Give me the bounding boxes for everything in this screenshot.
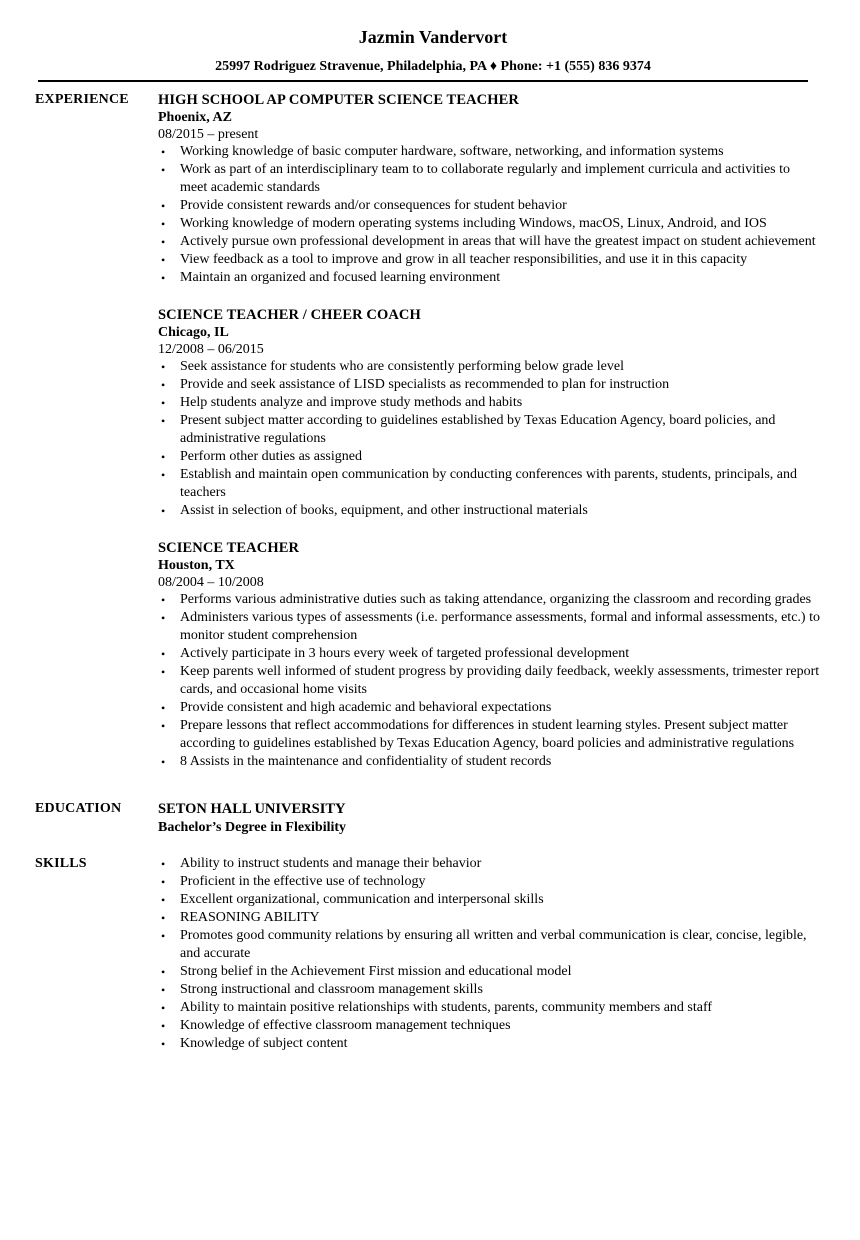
candidate-name: Jazmin Vandervort: [358, 27, 508, 47]
list-item: [158, 233, 820, 251]
list-item-text: View feedback as a tool to improve and grow in all teacher responsibilities, and use it in this capacity: [180, 252, 748, 267]
bullet-icon: •: [161, 965, 166, 979]
bullet-icon: •: [161, 755, 166, 769]
list-item: [158, 376, 820, 394]
education-degree: Bachelor’s Degree in Flexibility: [158, 820, 347, 835]
list-item-text: Help students analyze and improve study methods and habits: [180, 395, 523, 410]
bullet-icon: •: [161, 611, 166, 625]
list-item: [158, 753, 820, 771]
list-item-text: Excellent organizational, communication and interpersonal skills: [180, 892, 544, 907]
bullet-icon: •: [161, 199, 166, 213]
list-item-text: Perform other duties as assigned: [180, 449, 362, 464]
list-item-text: Knowledge of effective classroom management techniques: [180, 1018, 511, 1033]
bullet-icon: •: [161, 1001, 166, 1015]
bullet-icon: •: [161, 271, 166, 285]
bullet-icon: •: [161, 163, 166, 177]
bullet-icon: •: [161, 875, 166, 889]
bullet-icon: •: [161, 378, 166, 392]
list-item-text: Present subject matter according to guidelines established by Texas Education Agency, board policies, and administrative regulations: [180, 413, 776, 446]
job-dates: 08/2015 – present: [158, 127, 259, 142]
list-item-text: Administers various types of assessments (i.e. performance assessments, formal and informal assessments, etc.) to monitor student comprehension: [180, 610, 820, 643]
list-item: [158, 717, 820, 753]
job-entry: [158, 306, 820, 520]
job-location: Houston, TX: [158, 558, 235, 573]
experience-label: EXPERIENCE: [35, 92, 129, 107]
list-item-text: Working knowledge of modern operating systems including Windows, macOS, Linux, Android, and IOS: [180, 216, 767, 231]
bullet-icon: •: [161, 504, 166, 518]
bullet-icon: •: [161, 145, 166, 159]
list-item: [158, 1035, 820, 1053]
bullet-icon: •: [161, 360, 166, 374]
skills-list: [158, 855, 820, 1053]
list-item: [158, 963, 820, 981]
bullet-icon: •: [161, 665, 166, 679]
bullet-icon: •: [161, 450, 166, 464]
list-item-text: Provide consistent rewards and/or consequences for student behavior: [180, 198, 567, 213]
list-item: [158, 855, 820, 873]
bullet-icon: •: [161, 1019, 166, 1033]
list-item: [158, 269, 820, 287]
bullet-icon: •: [161, 593, 166, 607]
education-label: EDUCATION: [35, 801, 122, 816]
list-item-text: Establish and maintain open communication by conducting conferences with parents, students, principals, and teachers: [180, 467, 798, 500]
list-item-text: Work as part of an interdisciplinary team to to collaborate regularly and implement curricula and activities to meet academic standards: [180, 162, 790, 195]
list-item-text: Ability to instruct students and manage their behavior: [180, 856, 482, 871]
job-entry: [158, 91, 820, 287]
job-bullets: [158, 591, 820, 771]
list-item: [158, 466, 820, 502]
job-title: SCIENCE TEACHER: [158, 540, 300, 556]
job-location: Phoenix, AZ: [158, 110, 232, 125]
list-item: [158, 591, 820, 609]
job-location: Chicago, IL: [158, 325, 229, 340]
list-item-text: Actively pursue own professional development in areas that will have the greatest impact on student achievement: [180, 234, 816, 249]
bullet-icon: •: [161, 857, 166, 871]
list-item-text: Strong belief in the Achievement First mission and educational model: [180, 964, 572, 979]
bullet-icon: •: [161, 1037, 166, 1051]
list-item: [158, 891, 820, 909]
list-item: [158, 394, 820, 412]
bullet-icon: •: [161, 253, 166, 267]
bullet-icon: •: [161, 929, 166, 943]
bullet-icon: •: [161, 893, 166, 907]
list-item-text: Assist in selection of books, equipment, and other instructional materials: [180, 503, 588, 518]
list-item: [158, 927, 820, 963]
list-item-text: Seek assistance for students who are consistently performing below grade level: [180, 359, 624, 374]
list-item-text: Working knowledge of basic computer hardware, software, networking, and information systems: [180, 144, 724, 159]
list-item: [158, 609, 820, 645]
list-item-text: Proficient in the effective use of technology: [180, 874, 426, 889]
list-item-text: Strong instructional and classroom management skills: [180, 982, 483, 997]
jobs-list: [158, 91, 820, 771]
list-item: [158, 663, 820, 699]
job-dates: 08/2004 – 10/2008: [158, 575, 264, 590]
bullet-icon: •: [161, 983, 166, 997]
list-item: [158, 645, 820, 663]
list-item: [158, 448, 820, 466]
list-item: [158, 251, 820, 269]
education-school: SETON HALL UNIVERSITY: [158, 801, 346, 817]
bullet-icon: •: [161, 468, 166, 482]
list-item: [158, 197, 820, 215]
list-item-text: Knowledge of subject content: [180, 1036, 348, 1051]
job-entry: [158, 539, 820, 771]
list-item: [158, 873, 820, 891]
job-bullets: [158, 358, 820, 520]
list-item: [158, 161, 820, 197]
job-title: HIGH SCHOOL AP COMPUTER SCIENCE TEACHER: [158, 92, 519, 108]
education-section: [0, 800, 860, 837]
job-title: SCIENCE TEACHER / CHEER COACH: [158, 307, 421, 323]
list-item: [158, 999, 820, 1017]
bullet-icon: •: [161, 217, 166, 231]
list-item: [158, 358, 820, 376]
list-item-text: REASONING ABILITY: [180, 910, 320, 925]
header-divider: [38, 80, 808, 82]
list-item-text: Prepare lessons that reflect accommodations for differences in student learning styles. Present subject matter according to guidelines established by Texas Education Agency, board policies and administrative regulations: [180, 718, 795, 751]
list-item-text: Keep parents well informed of student progress by providing daily feedback, weekly assessments, trimester report cards, and occasional home visits: [180, 664, 820, 697]
list-item-text: Provide and seek assistance of LISD specialists as recommended to plan for instruction: [180, 377, 670, 392]
skills-label: SKILLS: [35, 856, 87, 871]
experience-section: [0, 91, 860, 771]
contact-line: 25997 Rodriguez Stravenue, Philadelphia, PA ♦ Phone: +1 (555) 836 9374: [215, 59, 651, 74]
bullet-icon: •: [161, 701, 166, 715]
list-item-text: Ability to maintain positive relationships with students, parents, community members and staff: [180, 1000, 713, 1015]
skills-section: [0, 855, 860, 1053]
list-item-text: Performs various administrative duties such as taking attendance, organizing the classroom and recording grades: [180, 592, 812, 607]
list-item: [158, 909, 820, 927]
list-item-text: Provide consistent and high academic and behavioral expectations: [180, 700, 552, 715]
list-item-text: Actively participate in 3 hours every week of targeted professional development: [180, 646, 630, 661]
list-item: [158, 981, 820, 999]
bullet-icon: •: [161, 235, 166, 249]
bullet-icon: •: [161, 396, 166, 410]
bullet-icon: •: [161, 414, 166, 428]
bullet-icon: •: [161, 647, 166, 661]
list-item-text: Maintain an organized and focused learning environment: [180, 270, 501, 285]
bullet-icon: •: [161, 911, 166, 925]
job-bullets: [158, 143, 820, 287]
list-item: [158, 699, 820, 717]
list-item: [158, 215, 820, 233]
job-dates: 12/2008 – 06/2015: [158, 342, 264, 357]
bullet-icon: •: [161, 719, 166, 733]
list-item-text: 8 Assists in the maintenance and confidentiality of student records: [180, 754, 552, 769]
list-item: [158, 143, 820, 161]
list-item: [158, 412, 820, 448]
list-item: [158, 1017, 820, 1035]
list-item-text: Promotes good community relations by ensuring all written and verbal communication is clear, concise, legible, and accurate: [180, 928, 807, 961]
list-item: [158, 502, 820, 520]
